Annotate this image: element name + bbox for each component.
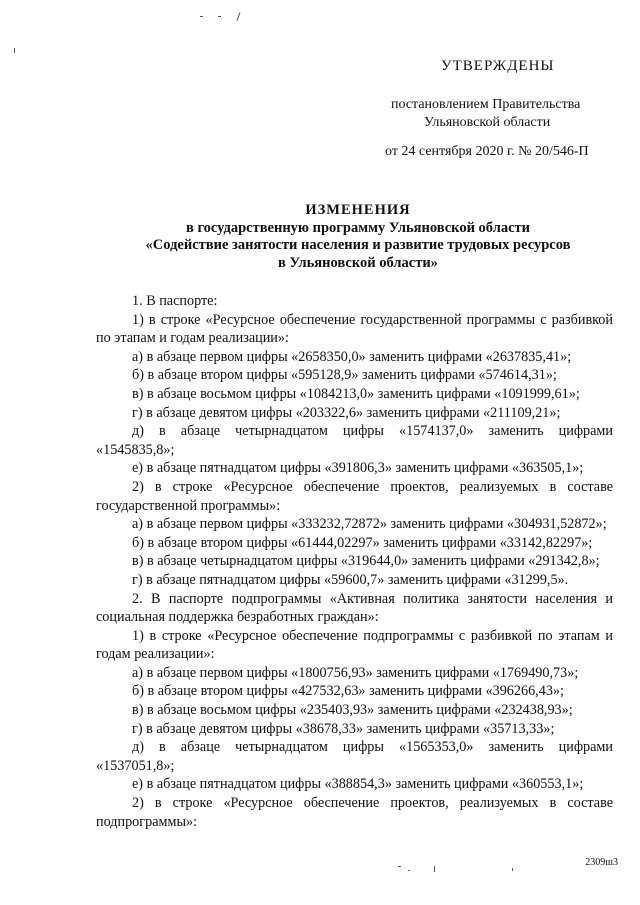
approval-line-resolution: постановлением Правительства xyxy=(391,97,581,112)
paragraph: г) в абзаце пятнадцатом цифры «59600,7» заменить цифрами «31299,5». xyxy=(132,571,569,588)
paragraph: д) в абзаце четырнадцатом цифры «1574137,0» заменить цифрами «1545835,8»; xyxy=(96,423,613,458)
paragraph: д) в абзаце четырнадцатом цифры «1565353,0» заменить цифрами «1537051,8»; xyxy=(96,739,613,774)
paragraph: 1) в строке «Ресурсное обеспечение государственной программы с разбивкой по этапам и годам реализации»: xyxy=(96,311,613,347)
scan-artifact-dot xyxy=(398,866,401,867)
scan-artifact-dot xyxy=(218,16,221,17)
paragraph: 1. В паспорте: xyxy=(132,293,218,309)
scan-artifact-dot xyxy=(512,868,513,871)
paragraph: в) в абзаце восьмом цифры «1084213,0» заменить цифрами «1091999,61»; xyxy=(132,385,580,402)
paragraph: г) в абзаце девятом цифры «203322,6» заменить цифрами «211109,21»; xyxy=(132,404,561,421)
paragraph: в) в абзаце восьмом цифры «235403,93» заменить цифрами «232438,93»; xyxy=(132,702,573,719)
paragraph: е) в абзаце пятнадцатом цифры «391806,3» заменить цифрами «363505,1»; xyxy=(132,460,584,477)
paragraph: а) в абзаце первом цифры «2658350,0» заменить цифрами «2637835,41»; xyxy=(132,348,572,365)
document-heading xyxy=(96,202,620,272)
heading-title: ИЗМЕНЕНИЯ xyxy=(305,202,411,218)
footer-document-code: 2309ш3 xyxy=(585,857,618,868)
heading-line: «Содействие занятости населения и развитие трудовых ресурсов xyxy=(145,237,571,253)
scan-artifact-dot xyxy=(408,870,410,871)
paragraph: 1) в строке «Ресурсное обеспечение подпрограммы с разбивкой по этапам и годам реализации»: xyxy=(96,627,613,663)
paragraph: б) в абзаце втором цифры «595128,9» заменить цифрами «574614,31»; xyxy=(132,367,557,384)
scan-artifact-mark xyxy=(236,12,240,21)
heading-line: в государственную программу Ульяновской области xyxy=(185,219,530,236)
paragraph: е) в абзаце пятнадцатом цифры «388854,3» заменить цифрами «360553,1»; xyxy=(132,776,584,793)
paragraph: 2) в строке «Ресурсное обеспечение проектов, реализуемых в составе государственной программы»: xyxy=(96,478,613,514)
scan-artifact-dot xyxy=(14,48,15,53)
scan-artifact-dot xyxy=(434,866,435,872)
paragraph: а) в абзаце первом цифры «333232,72872» заменить цифрами «304931,52872»; xyxy=(132,516,607,533)
paragraph: а) в абзаце первом цифры «1800756,93» заменить цифрами «1769490,73»; xyxy=(132,664,579,681)
approval-line-region: Ульяновской области xyxy=(424,115,551,130)
paragraph: б) в абзаце втором цифры «61444,02297» заменить цифрами «33142,82297»; xyxy=(132,534,593,551)
approval-title: УТВЕРЖДЕНЫ xyxy=(441,58,555,74)
paragraph: б) в абзаце втором цифры «427532,63» заменить цифрами «396266,43»; xyxy=(132,683,564,700)
scan-artifact-dot xyxy=(200,16,203,17)
paragraph: в) в абзаце четырнадцатом цифры «319644,0» заменить цифрами «291342,8»; xyxy=(132,553,600,570)
paragraph: 2. В паспорте подпрограммы «Активная политика занятости населения и социальная поддержка безработных граждан»: xyxy=(96,590,613,626)
document-body xyxy=(96,292,613,831)
approval-line-date: от 24 сентября 2020 г. № 20/546-П xyxy=(385,144,589,159)
heading-line: в Ульяновской области» xyxy=(278,254,438,271)
paragraph: г) в абзаце девятом цифры «38678,33» заменить цифрами «35713,33»; xyxy=(132,720,555,737)
paragraph: 2) в строке «Ресурсное обеспечение проектов, реализуемых в составе подпрограммы»: xyxy=(96,795,613,830)
